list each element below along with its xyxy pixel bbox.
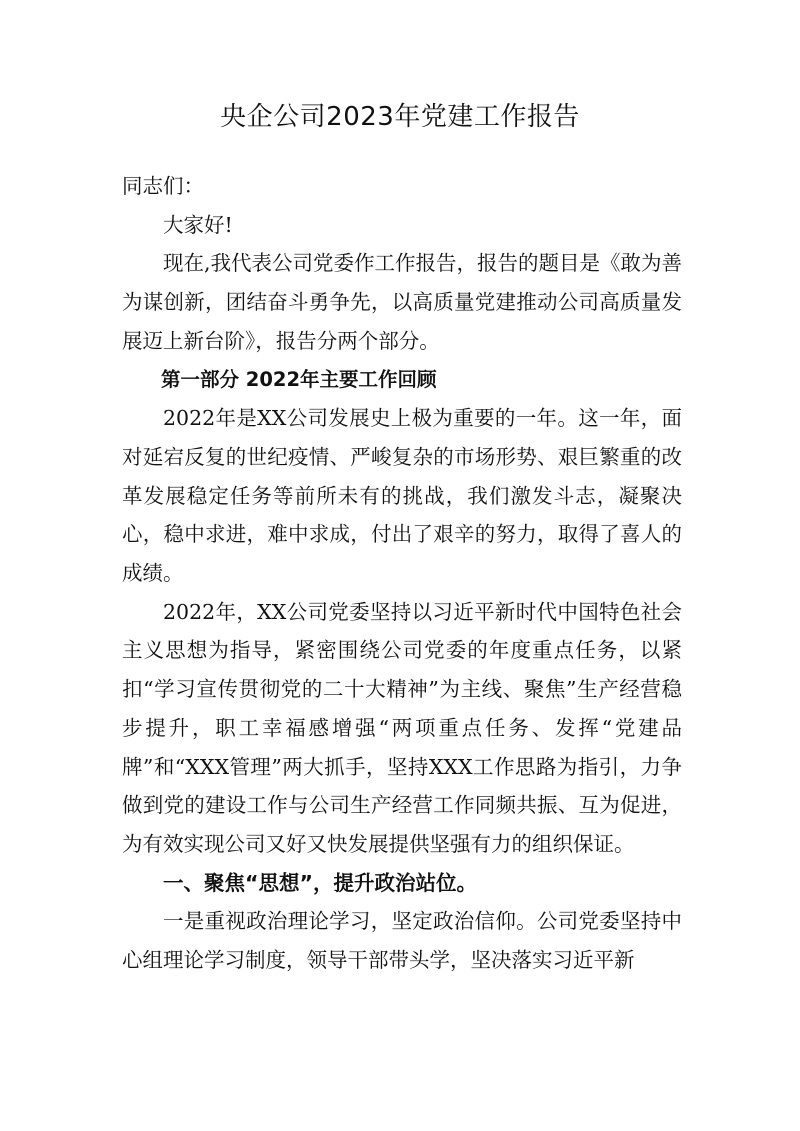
paragraph-guidance: 2022年，XX公司党委坚持以习近平新时代中国特色社会主义思想为指导，紧密围绕公司党委的年度重点任务，以紧扣“学习宣传贯彻党的二十大精神”为主线、聚焦”生产经营稳步提升，职工幸福感增强“两项重点任务、发挥“党建品牌”和“XXX管理”两大抓手，坚持XXX工作思路为指引，力争做到党的建设工作与公司生产经营工作同频共振、互为促进，为有效实现公司又好又快发展提供坚强有力的组织保证。 (122, 599, 682, 856)
paragraph-review: 2022年是XX公司发展史上极为重要的一年。这一年，面对延宕反复的世纪疫情、严峻复杂的市场形势、艰巨繁重的改革发展稳定任务等前所未有的挑战，我们激发斗志，凝聚决心，稳中求进，难中求成，付出了艰辛的努力，取得了喜人的成绩。 (122, 406, 682, 586)
sub-heading: 一、聚焦“思想”，提升政治站位。 (163, 870, 477, 895)
salutation: 同志们： (122, 174, 204, 198)
paragraph-study: 一是重视政治理论学习，坚定政治信仰。公司党委坚持中心组理论学习制度，领导干部带头学，坚决落实习近平新 (122, 909, 682, 973)
document-body (122, 167, 682, 980)
paragraph-intro: 现在,我代表公司党委作工作报告，报告的题目是《敢为善为谋创新，团结奋斗勇争先，以高质量党建推动公司高质量发展迈上新台阶》，报告分两个部分。 (122, 251, 683, 353)
document-title: 央企公司2023年党建工作报告 (220, 102, 580, 132)
section-heading: 第一部分 2022年主要工作回顾 (161, 367, 437, 391)
greeting: 大家好! (163, 212, 233, 237)
